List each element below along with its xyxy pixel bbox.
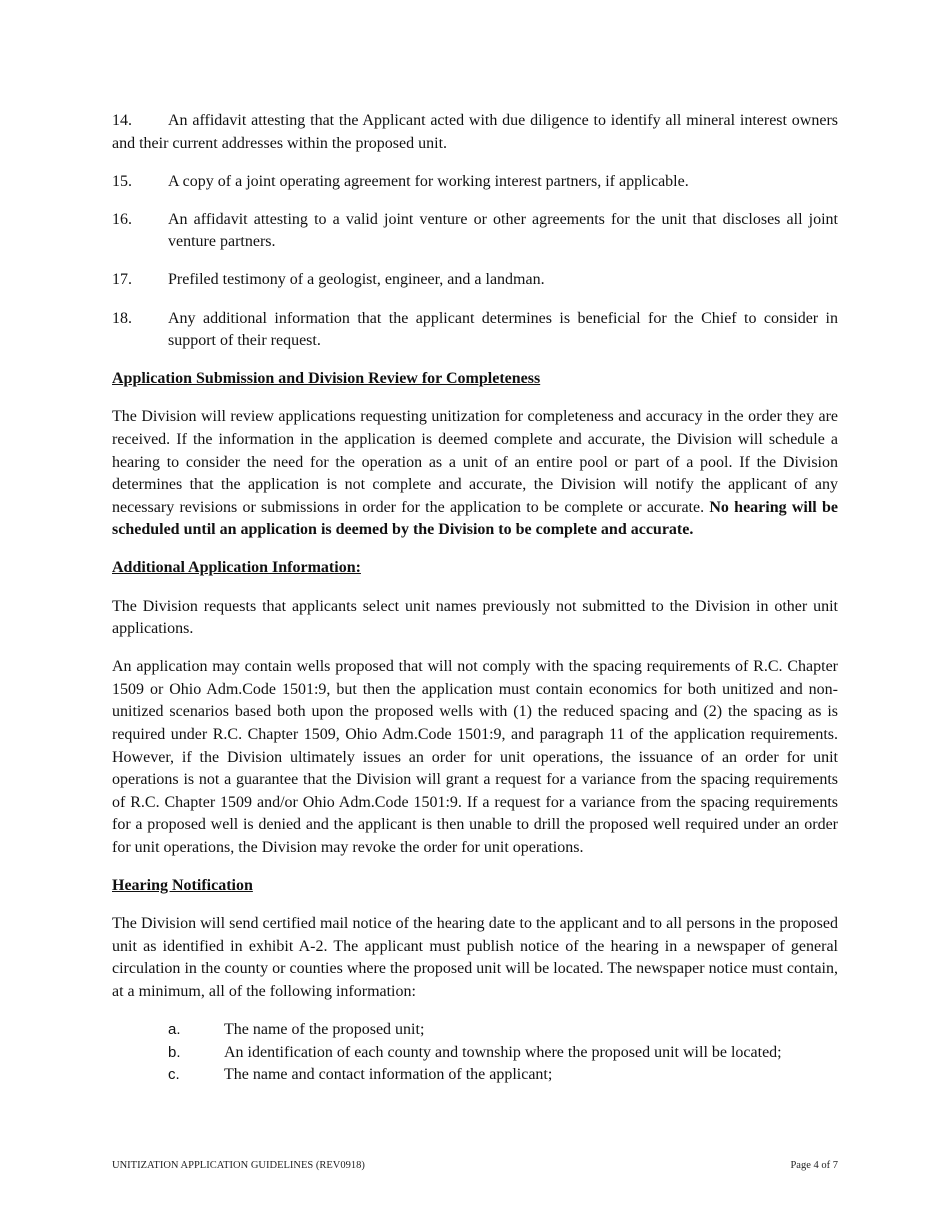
item-text: A copy of a joint operating agreement for working interest partners, if applicable. xyxy=(168,172,689,190)
item-number: 14. xyxy=(112,112,132,129)
item-number: 17. xyxy=(112,271,132,289)
hearing-paragraph: The Division will send certified mail notice of the hearing date to the applicant and to all persons in the proposed unit as identified in exhibit A-2. The applicant must publish notice of the hearing in a newspaper of general circulation in the county or counties where the proposed unit will be located. The newspaper notice must contain, at a minimum, all of the following information: xyxy=(112,915,838,1000)
sub-item-letter: c. xyxy=(168,1066,180,1084)
sub-item-text: The name and contact information of the applicant; xyxy=(224,1066,553,1084)
item-number: 18. xyxy=(112,309,132,327)
sub-item-letter: a. xyxy=(168,1021,181,1038)
review-paragraph xyxy=(112,406,838,542)
document-page xyxy=(112,110,838,1087)
list-item-17 xyxy=(112,269,838,292)
sub-item-b xyxy=(112,1042,838,1065)
list-item-14 xyxy=(112,110,838,155)
list-item-18 xyxy=(112,308,838,353)
additional-paragraph-2: An application may contain wells proposed that will not comply with the spacing requirements of R.C. Chapter 1509 or Ohio Adm.Code 1501:9, but then the application must contain economics for both unitized and non-unitized scenarios based both upon the proposed wells with (1) the reduced spacing and (2) the spacing as is required under R.C. Chapter 1509, Ohio Adm.Code 1501:9, and paragraph 11 of the application requirements. However, if the Division ultimately issues an order for unit operations, the issuance of an order for unit operations is not a guarantee that the Division will grant a request for a variance from the spacing requirements of R.C. Chapter 1509 and/or Ohio Adm.Code 1501:9. If a request for a variance from the spacing requirements for a proposed well is denied and the applicant is then unable to drill the proposed well required under an order for unit operations, the Division may revoke the order for unit operations. xyxy=(112,658,838,856)
list-item-15 xyxy=(112,171,838,194)
sub-item-text: The name of the proposed unit; xyxy=(224,1021,425,1038)
section-heading-hearing: Hearing Notification xyxy=(112,877,253,895)
review-body: The Division will review applications requesting unitization for completeness and accuracy in the order they are received. If the information in the application is deemed complete and accurate, the Division will schedule a hearing to consider the need for the operation as a unit of an entire pool or part of a pool. If the Division determines that the application is not complete and accurate, the Division will notify the applicant of any necessary revisions or submissions in order for the application to be complete or accurate. xyxy=(112,408,838,516)
section-heading-additional: Additional Application Information: xyxy=(112,559,361,577)
item-number: 15. xyxy=(112,172,132,190)
footer-document-title: UNITIZATION APPLICATION GUIDELINES (REV0918) xyxy=(112,1160,365,1171)
sub-item-a xyxy=(112,1019,838,1042)
review-body-bold: No hearing will be scheduled until an application is deemed by the Division to be complete and accurate. xyxy=(112,498,839,539)
sub-item-text: An identification of each county and township where the proposed unit will be located; xyxy=(224,1043,782,1061)
footer-page-number: Page 4 of 7 xyxy=(790,1160,838,1171)
item-text: An affidavit attesting that the Applicant acted with due diligence to identify all mineral interest owners and their current addresses within the proposed unit. xyxy=(112,112,838,152)
section-heading-review: Application Submission and Division Review for Completeness xyxy=(112,370,541,388)
sub-item-letter: b. xyxy=(168,1043,181,1061)
page-footer xyxy=(112,1160,838,1171)
item-text: An affidavit attesting to a valid joint venture or other agreements for the unit that discloses all joint venture partners. xyxy=(168,210,838,251)
additional-paragraph-1: The Division requests that applicants select unit names previously not submitted to the Division in other unit applications. xyxy=(112,597,838,638)
item-text: Prefiled testimony of a geologist, engineer, and a landman. xyxy=(168,271,545,289)
list-item-16 xyxy=(112,209,838,254)
sub-item-c xyxy=(112,1064,838,1087)
item-number: 16. xyxy=(112,210,132,228)
item-text: Any additional information that the applicant determines is beneficial for the Chief to consider in support of their request. xyxy=(168,309,838,350)
